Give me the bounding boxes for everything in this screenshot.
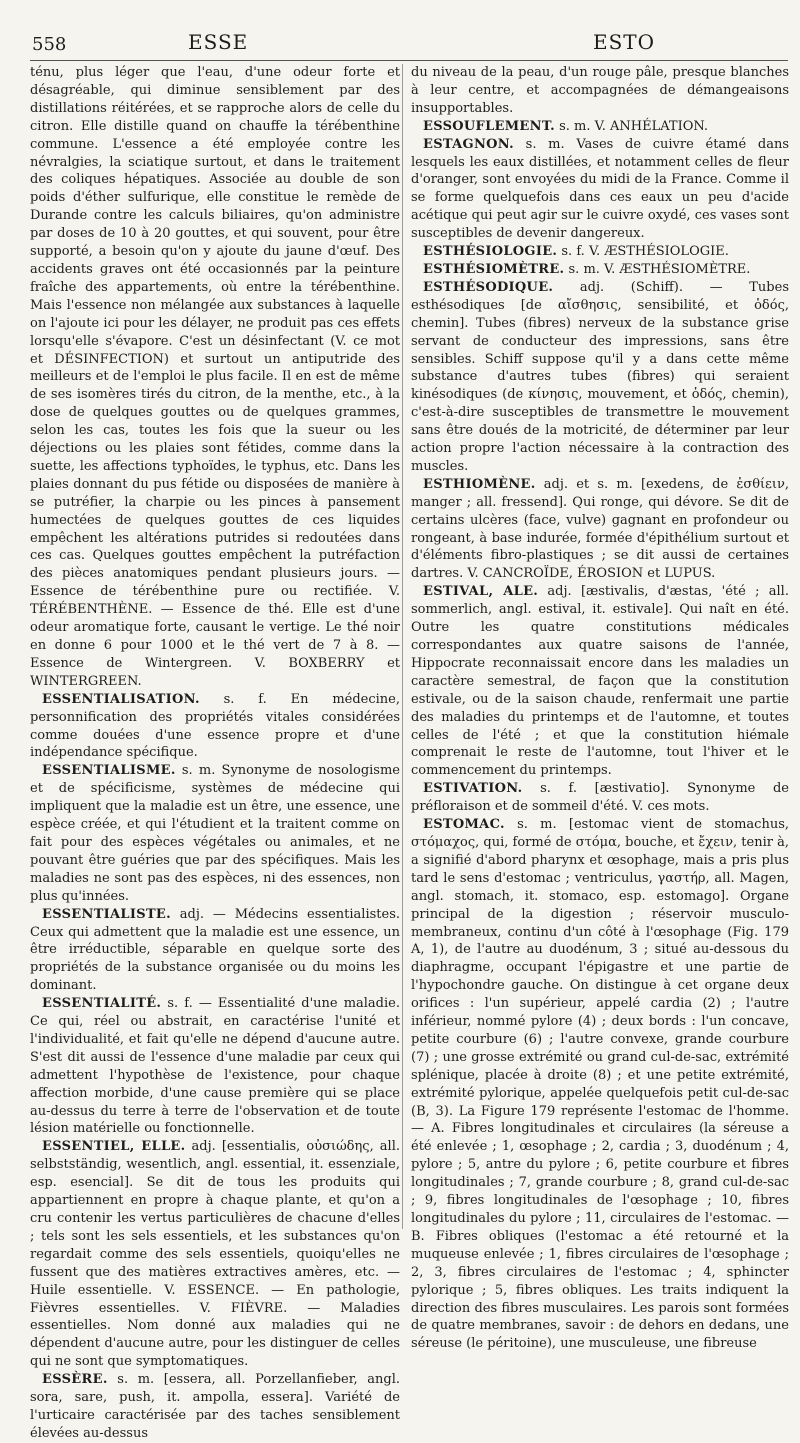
entry-text: adj. [æstivalis, d'æstas, 'été ; all. sommerlich, angl. estival, it. estivale]. Qui naît en été. Outre les quatre constitutions médicales correspondantes aux quatre saisons de l'année, Hippocrate reconnaissait encore dans les maladies un caractère semestral, de façon que la constitution estivale, ou de la saison chaude, renfermait une partie des maladies du printemps et de l'automne, et toutes celles de l'été ; et que la constitution hiémale comprenait le reste de l'automne, tout l'hiver et le commencement du printemps. xyxy=(411,584,789,779)
headword: ESSENTIALISATION. xyxy=(42,691,200,707)
entry-text: s. m. [estomac vient de stomachus, στόμαχος, qui, formé de στόμα, bouche, et ἔχειν, tenir à, a signifié d'abord pharynx et œsophage, mais a pris plus tard le sens d'estomac ; ventriculus, γαστήρ, all. Magen, angl. stomach, it. stomaco, esp. estomago]. Organe principal de la digestion ; réservoir musculo-membraneux, continu d'un côté à l'œsophage (Fig. 179 A, 1), de l'autre au duodénum, 3 ; situé au-dessous du diaphragme, occupant l'épigastre et une partie de l'hypochondre gauche. On distingue à cet organe deux orifices : l'un supérieur, appelé cardia (2) ; l'autre inférieur, nommé pylore (4) ; deux bords : l'un concave, petite courbure (6) ; l'autre convexe, grande courbure (7) ; une grosse extrémité ou grand cul-de-sac, extrémité splénique, placée à droite (8) ; et une petite extrémité, extrémité pylorique, appelée quelquefois petit cul-de-sac (B, 3). La Figure 179 représente l'estomac de l'homme. — A. Fibres longitudinales et circulaires (la séreuse a été enlevée ; 1, œsophage ; 2, cardia ; 3, duodénum ; 4, pylore ; 5, antre du pylore ; 6, petite courbure et fibres longitudinales ; 7, grande courbure ; 8, grand cul-de-sac ; 9, fibres longitudinales de l'œsophage ; 10, fibres longitudinales du pylore ; 11, circulaires de l'estomac. — B. Fibres obliques (l'estomac a été retourné et la muqueuse enlevée ; 1, fibres circulaires de l'œsophage ; 2, 3, fibres circulaires de l'estomac ; 4, sphincter pylorique ; 5, fibres obliques. Les traits indiquent la direction des fibres musculaires. Les parois sont formées de quatre membranes, savoir : de dehors en dedans, une séreuse (le péritoine), une musculeuse, une fibreuse xyxy=(411,817,789,1352)
entry xyxy=(411,64,789,118)
header-left-word: ESSE xyxy=(188,30,249,54)
entry-text: s. f. V. ÆSTHÉSIOLOGIE. xyxy=(561,244,729,260)
entry-text: s. f. [æstivatio]. Synonyme de préfloraison et de sommeil d'été. V. ces mots. xyxy=(411,781,789,815)
entry xyxy=(411,136,789,243)
page-number: 558 xyxy=(32,34,67,55)
headword: ESSOUFLEMENT. xyxy=(423,118,555,134)
headword: ESTHÉSIOMÈTRE. xyxy=(423,261,565,277)
entry-text: adj. [essentialis, οὐσιώδης, all. selbstständig, wesentlich, angl. essential, it. essenziale, esp. esencial]. Se dit de tous les produits qui appartiennent en propre à chaque plante, et qu'on a cru contenir les vertus particulières de chacune d'elles ; tels sont les sels essentiels, et les substances qu'on regardait comme des sels essentiels, quoiqu'elles ne fussent que des matières extractives amères, etc. — Huile essentielle. V. ESSENCE. — En pathologie, Fièvres essentielles. V. FIÈVRE. — Maladies essentielles. Nom donné aux maladies qui ne dépendent d'aucune autre, pour les distinguer de celles qui ne sont que symptomatiques. xyxy=(30,1139,400,1370)
entry xyxy=(411,261,789,279)
entry-text: s. m. Synonyme de nosologisme et de spécificisme, systèmes de médecine qui impliquent que la maladie est un être, une essence, une espèce créée, et qui l'étudient et la traitent comme on fait pour des espèces végétales ou animales, et ne pouvant être guéries que par des spécifiques. Mais les maladies ne sont pas des espèces, ni des essences, non plus qu'innées. xyxy=(30,763,400,904)
entry xyxy=(30,64,400,691)
entry xyxy=(30,995,400,1138)
entry-text: adj. et s. m. [exedens, de ἐσθίειν, manger ; all. fressend]. Qui ronge, qui dévore. Se dit de certains ulcères (face, vulve) gagnant en profondeur ou rongeant, à base indurée, formée d'épithélium surtout et d'éléments fibro-plastiques ; se dit aussi de certaines dartres. V. CANCROÏDE, ÉROSION et LUPUS. xyxy=(411,476,789,582)
left-column xyxy=(30,64,400,1443)
headword: ESTHIOMÈNE. xyxy=(423,476,536,492)
running-header xyxy=(28,30,788,60)
entry-text: s. m. [essera, all. Porzellanfieber, angl. sora, sare, push, it. ampolla, essera]. Variété de l'urticaire caractérisée par des taches sensiblement élevées au-dessus xyxy=(30,1372,400,1441)
entry-text: s. f. En médecine, personnification des propriétés vitales considérées comme douées d'une essence propre et d'une indépendance spécifique. xyxy=(30,691,401,761)
entry xyxy=(30,906,400,996)
headword: ESTHÉSIOLOGIE. xyxy=(423,244,558,260)
entry xyxy=(411,816,789,1353)
headword: ESTHÉSODIQUE. xyxy=(423,279,554,295)
entry-text: s. f. — Essentialité d'une maladie. Ce qui, réel ou abstrait, en caractérise l'unité et l'individualité, et fait qu'elle ne dépend d'aucune autre. S'est dit aussi de l'essence d'une maladie par ceux qui admettent l'hypothèse de l'existence, pour chaque affection morbide, d'une cause première qui se place au-dessus du terre à terre de l'observation et de toute lésion matérielle ou fonctionnelle. xyxy=(30,996,400,1137)
entry-text: du niveau de la peau, d'un rouge pâle, presque blanches à leur centre, et accompagnées de démangeaisons insupportables. xyxy=(411,65,789,116)
entry xyxy=(411,118,789,136)
entry xyxy=(411,279,789,476)
entry-text: adj. (Schiff). — Tubes esthésodiques [de αἴσθησις, sensibilité, et ὁδός, chemin]. Tubes (fibres) nerveux de la substance grise servant de conducteur des impressions, sans être sensibles. Schiff suppose qu'il y a dans cette même substance d'autres tubes (fibres) qui seraient kinésodiques (de κίνησις, mouvement, et ὁδός, chemin), c'est-à-dire susceptibles de transmettre le mouvement sans être doués de la motricité, de déterminer par leur action propre l'action nécessaire à la contraction des muscles. xyxy=(411,279,789,474)
headword: ESSENTIALISME. xyxy=(42,763,176,779)
entry-text: s. m. Vases de cuivre étamé dans lesquels les eaux distillées, et notamment celles de fleur d'oranger, sont envoyées du midi de la France. Comme il se forme quelquefois dans ces eaux un peu d'acide acétique qui peut agir sur le cuivre oxydé, ces vases sont susceptibles de devenir dangereux. xyxy=(411,136,790,242)
entry-text: adj. — Médecins essentialistes. Ceux qui admettent que la maladie est une essence, un être irréductible, séparable en quelque sorte des propriétés de la substance organisée ou du moins les dominant. xyxy=(30,906,400,994)
entry-text: s. m. V. ANHÉLATION. xyxy=(559,118,709,134)
headword: ESSENTIALISTE. xyxy=(42,906,171,922)
headword: ESTOMAC. xyxy=(423,817,505,833)
entry xyxy=(411,476,789,583)
entry-text: s. m. V. ÆSTHÉSIOMÈTRE. xyxy=(568,261,751,277)
right-column xyxy=(411,64,789,1353)
headword: ESSENTIEL, ELLE. xyxy=(42,1139,186,1155)
header-right-word: ESTO xyxy=(593,30,656,54)
entry xyxy=(411,583,789,780)
entry xyxy=(30,691,400,763)
entry xyxy=(30,1138,400,1371)
headword: ESTIVAL, ALE. xyxy=(423,584,539,600)
entry xyxy=(30,762,400,905)
entry xyxy=(411,243,789,261)
header-rule xyxy=(30,60,788,61)
headword: ESTAGNON. xyxy=(423,136,514,152)
entry xyxy=(30,1371,400,1443)
entry-text: ténu, plus léger que l'eau, d'une odeur forte et désagréable, qui diminue sensiblement par des distillations réitérées, et se rapproche alors de celle du citron. Elle distille quand on chauffe la térébenthine commune. L'essence a été employée contre les névralgies, la sciatique surtout, et dans le traitement des coliques hépatiques. Associée au double de son poids d'éther sulfurique, elle constitue le remède de Durande contre les calculs biliaires, qu'on administre par doses de 10 à 20 gouttes, et qui souvent, pour être supporté, a besoin qu'on y ajoute du jaune d'œuf. Des accidents graves ont été occasionnés par la peinture fraîche des appartements, où entre la térébenthine. Mais l'essence non mélangée aux substances à laquelle on l'ajoute ici pour les délayer, ne produit pas ces effets lorsqu'elle s'évapore. C'est un désinfectant (V. ce mot et DÉSINFECTION) et surtout un antiputride des meilleurs et de l'emploi le plus facile. Il en est de même de ses isomères tirés du citron, de la menthe, etc., à la dose de quelques gouttes ou de quelques grammes, selon les cas, toutes les fois que la sueur ou les déjections ou les plaies sont fétides, comme dans la suette, les affections typhoïdes, le typhus, etc. Dans les plaies donnant du pus fétide ou disposées de manière à se putréfier, la charpie ou les pinces à pansement humectées de quelques gouttes de ces liquides empêchent les altérations putrides si redoutées dans ces cas. Quelques gouttes empêchent la putréfaction des pièces anatomiques pendant plusieurs jours. — Essence de térébenthine pure ou rectifiée. V. TÉRÉBENTHÈNE. — Essence de thé. Elle est d'une odeur aromatique forte, causant le vertige. Le thé noir en donne 6 pour 1000 et le thé vert de 7 à 8. — Essence de Wintergreen. V. BOXBERRY et WINTERGREEN. xyxy=(30,65,400,689)
headword: ESSENTIALITÉ. xyxy=(42,996,162,1012)
headword: ESTIVATION. xyxy=(423,781,523,797)
column-divider xyxy=(402,64,403,1229)
headword: ESSÈRE. xyxy=(42,1372,108,1388)
entry xyxy=(411,780,789,816)
